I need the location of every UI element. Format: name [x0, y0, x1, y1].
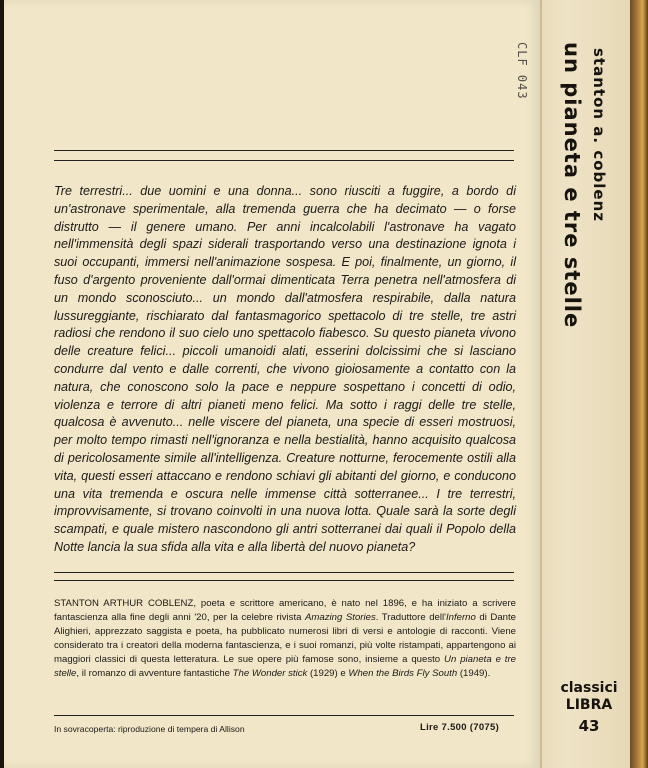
book-spine — [540, 0, 632, 768]
page-edge — [630, 0, 648, 768]
bio-title-a: The Wonder stick — [232, 668, 308, 679]
series-name-line1: classici — [560, 680, 618, 696]
middle-rule-2 — [54, 580, 514, 581]
author-bio: STANTON ARTHUR COBLENZ, poeta e scrittore americano, è nato nel 1896, e ha iniziato a scrivere fantascienza alla fine degli anni '20, per la celebre rivista Amazing Stories. Traduttore dell'Inferno di Dante Alighieri, apprezzato saggista e poeta, ha pubblicato numerosi libri di versi e antologie di racconti. Viene considerato tra i creatori della moderna fantascienza, e i suoi romanzi, più volte ristampati, appartengono ai maggiori classici di questa letteratura. Le sue opere più famose sono, insieme a questo Un pianeta e tre stelle, il romanzo di avventure fantastiche The Wonder stick (1929) e When the Birds Fly South (1949). — [54, 598, 516, 679]
bottom-rule — [54, 715, 514, 716]
top-rule-1 — [54, 150, 514, 151]
bio-this-title: Un pianeta e tre stelle — [54, 654, 516, 679]
spine-author: stanton a. coblenz — [590, 48, 608, 222]
price-label: Lire 7.500 (7075) — [420, 722, 500, 733]
blurb-text: Tre terrestri... due uomini e una donna... sono riusciti a fuggire, a bordo di un'astronave sperimentale, alla tremenda guerra che ha decimato — o forse distrutto — il genere umano. Per anni incalcolabili l'astronave ha vagato nell'immensità degli spazi siderali trasportando verso una destinazione ignota i suoi occupanti, immersi nell'animazione sospesa. E poi, finalmente, un giorno, il fuso d'argento proveniente dall'ormai dimenticata Terra penetra nell'atmosfera di un mondo sconosciuto... un mondo dall'atmosfera respirabile, dalla natura lussureggiante, rischiarato dal fantasmagorico spettacolo di tre stelle, tre astri radiosi che rendono il suo cielo uno spettacolo fiabesco. Su questo pianeta vivono delle creature felici... piccoli umanoidi alati, esserini dolcissimi che si lasciano condurre dal vento e dalle correnti, che vivono gioiosamente a contatto con la natura, che conoscono solo la pace e neppure sospettano i concetti di odio, violenza e terrore di altri pianeti meno felici. Ma sotto i raggi delle tre stelle, qualcosa è avvenuto... nelle viscere del pianeta, una specie di esseri mostruosi, per molto tempo rimasti nell'ignoranza e nella bestialità, hanno acquisito qualcosa di pericolosamente simile all'intelligenza. Creature notturne, ferocemente ostili alla vita, questi esseri attaccano e rendono schiavi gli abitanti del giorno, e conducono una vita tremenda e oscura nelle immense città sotterranee... I tre terrestri, improvvisamente, si trovano coinvolti in una nuova lotta. Quale sarà la sorte degli scampati, e quale mistero nascondono gli antri sotterranei dai quali il Popolo della Notte lancia la sua sfida alla vita e alla libertà del nuovo pianeta? — [54, 184, 516, 554]
bio-inferno-title: Inferno — [445, 612, 476, 623]
bio-magazine-title: Amazing Stories — [305, 612, 376, 623]
series-logo — [548, 680, 630, 735]
top-rule-2 — [54, 160, 514, 161]
series-name-line2: LIBRA — [565, 697, 613, 713]
back-cover — [4, 0, 540, 768]
catalog-code: CLF 043 — [515, 42, 529, 100]
cover-art-credit: In sovracoperta: riproduzione di tempera di Allison — [54, 724, 245, 734]
series-number: 43 — [578, 717, 600, 735]
bio-title-b: When the Birds Fly South — [348, 668, 458, 679]
middle-rule-1 — [54, 572, 514, 573]
bio-author-name: STANTON ARTHUR COBLENZ — [54, 598, 194, 609]
spine-title: un pianeta e tre stelle — [560, 42, 584, 329]
